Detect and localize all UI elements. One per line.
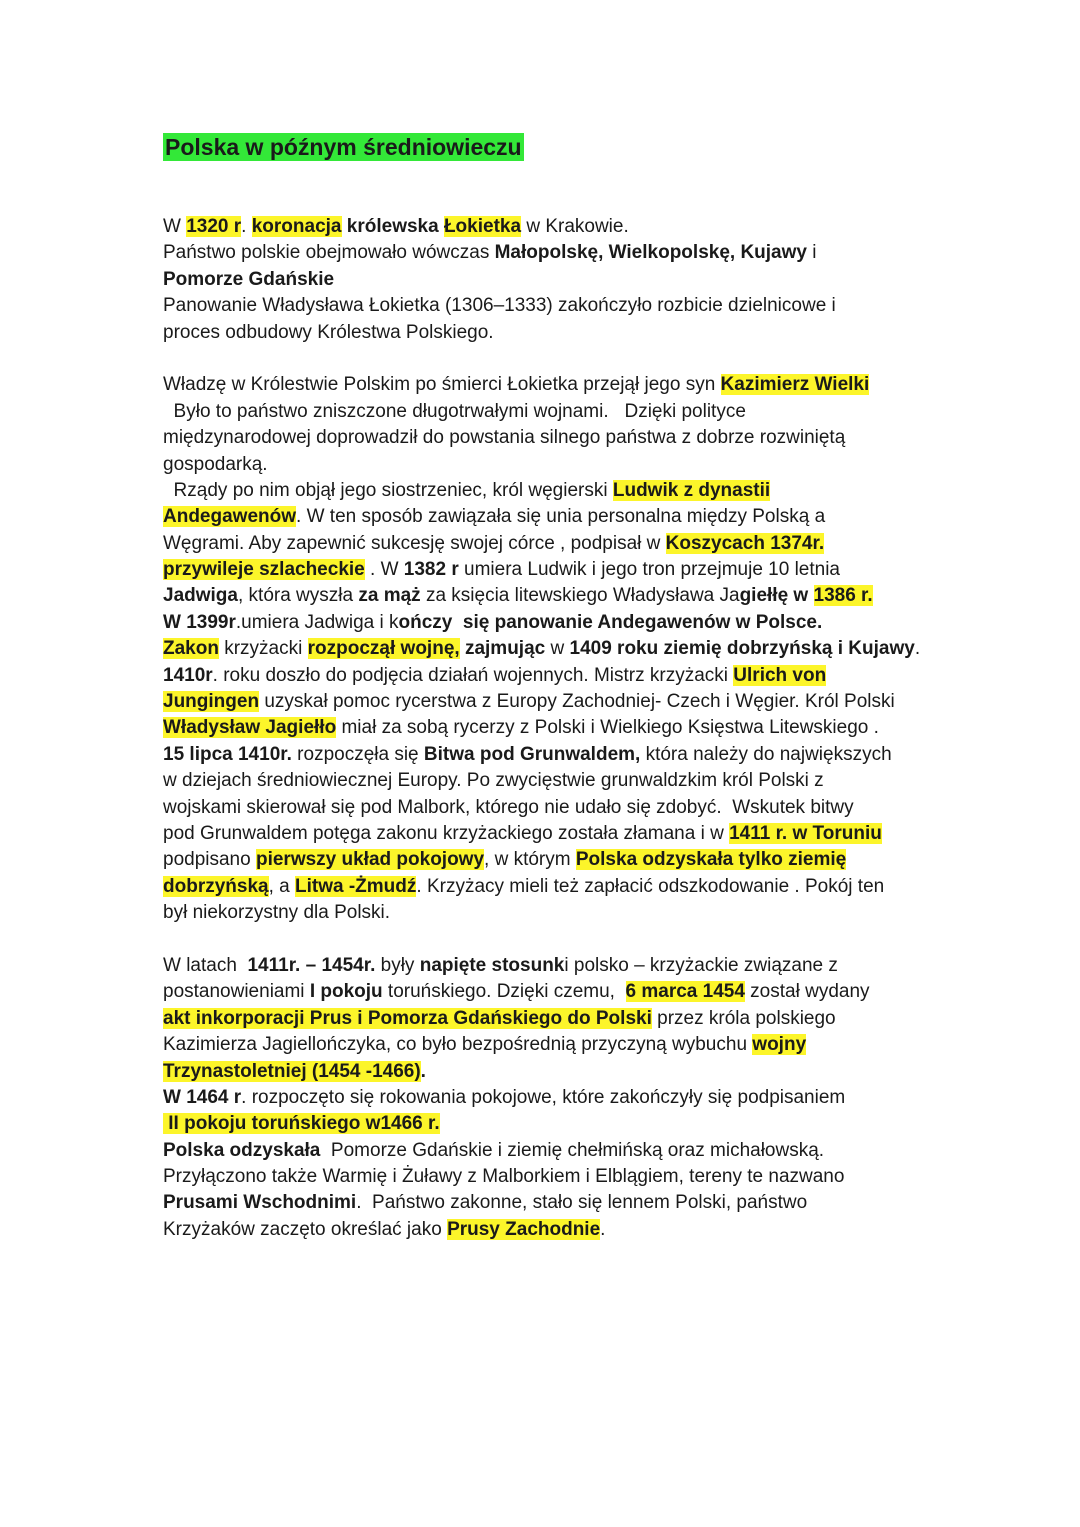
text-line [163,1138,933,1164]
text-run: gospodarką. [163,453,268,475]
highlight-name: Władysław Jagiełło [163,717,337,739]
bold-term: napięte stosunk [419,954,565,976]
text-run: uzyskał pomoc rycerstwa z Europy Zachodniej- Czech i Węgier. Król Polski [259,691,895,713]
text-line [163,1111,933,1137]
text-line [163,583,933,609]
text-line [163,821,933,847]
bold-term: się panowanie Andegawenów w Polsce. [452,611,823,633]
text-run: Państwo polskie obejmowało wówczas [163,242,495,264]
highlight-term: Zakon [163,638,219,660]
text-line [163,214,933,240]
text-line [163,900,933,926]
bold-term: Małopolskę, Wielkopolskę, Kujawy [494,242,807,264]
highlight-name: Ludwik [612,479,679,501]
text-run: i polsko – krzyżackie związane z [564,954,838,976]
highlight-place-date: 1411 r. w Toruniu [729,822,882,844]
text-run: rozpoczęła się [291,743,424,765]
highlight-term: Trzynastoletniej (1454 -1466) [163,1060,421,1082]
bold-term: za mąż [358,585,421,607]
text-line [163,1190,933,1216]
text-line [163,1006,933,1032]
text-run: Było to państwo zniszczone długotrwałymi wojnami. Dzięki polityce [163,400,746,422]
page-title [163,131,524,163]
text-run: W [163,216,187,237]
text-run: toruńskiego. Dzięki czemu, [382,981,626,1003]
text-run: Pomorze Gdańskie i ziemię chełmińską oraz michałowską. [320,1139,825,1161]
text-run: w Krakowie. [521,216,629,237]
text-run: przez króla polskiego [651,1007,836,1029]
text-line [163,293,933,319]
highlight-term: wojny [752,1034,807,1056]
text-run: . rozpoczęto się rokowania pokojowe, które zakończyły się podpisaniem [241,1086,846,1108]
text-line [163,1164,933,1190]
text-line [163,874,933,900]
text-run: .umiera Jadwiga i k [235,611,399,633]
bold-term: królewska [341,216,444,237]
text-line [163,1032,933,1058]
bold-term: Pomorze Gdańskie [163,268,335,290]
text-run: W latach [163,954,248,976]
bold-year: 1382 r [403,559,459,581]
paragraph-gap [163,927,933,953]
text-line [163,504,933,530]
bold-term: I pokoju [309,981,383,1003]
highlight-term: z dynastii [683,479,771,501]
text-run: podpisano [163,849,256,871]
bold-term: zajmując [464,638,546,660]
bold-year: 1410r [163,664,213,686]
text-line [163,320,933,346]
highlight-term: Polska odzyskała tylko ziemię [575,849,847,871]
text-line [163,953,933,979]
text-line [163,557,933,583]
highlight-term: pierwszy układ pokojowy [255,849,485,871]
text-run: został wydany [744,981,870,1003]
text-line [163,979,933,1005]
bold-date: 15 lipca 1410r. [163,743,292,765]
text-run: Węgrami. Aby zapewnić sukcesję swojej córce , podpisał w [163,532,666,554]
bold-year: 1411r. – 1454r. [247,954,376,976]
highlight-name: Jungingen [163,691,260,713]
bold-term: ończy [398,611,453,633]
text-run: pod Grunwaldem potęga zakonu krzyżackiego została złamana i w [163,822,730,844]
text-line [163,452,933,478]
bold-term: 1409 roku ziemię dobrzyńską i Kujawy [569,638,915,660]
text-line [163,847,933,873]
bold-year: W 1399r [163,611,236,633]
text-line [163,1217,933,1243]
text-run: , w którym [484,849,576,871]
text-run: proces odbudowy Królestwa Polskiego. [163,321,494,343]
highlight-name: Łokietka [443,216,522,237]
highlight-place-date: Koszycach 1374r. [665,532,825,554]
highlight-term: rozpoczął wojnę, [307,638,460,660]
text-run: w dziejach średniowiecznej Europy. Po zwycięstwie grunwaldzkim król Polski z [163,770,824,792]
text-run: , a [268,875,295,897]
text-line [163,425,933,451]
bold-name: giełłę w [739,585,814,607]
text-run: Przyłączono także Warmię i Żuławy z Malborkiem i Elblągiem, tereny te nazwano [163,1166,845,1188]
text-run: umiera Ludwik i jego tron przejmuje 10 letnia [458,559,841,581]
paragraph-gap [163,346,933,372]
text-run: Panowanie Władysława Łokietka (1306–1333) zakończyło rozbicie dzielnicowe i [163,295,836,317]
text-run: . W [364,559,404,581]
text-run: . roku doszło do podjęcia działań wojennych. Mistrz krzyżacki [212,664,734,686]
text-run: . [241,216,252,237]
title-highlight: Polska w późnym średniowieczu [165,134,522,160]
bold-name: Jadwiga [163,585,238,607]
text-line [163,267,933,293]
text-run: w [545,638,570,660]
text-run: Władzę w Królestwie Polskim po śmierci Łokietka przejął jego syn [163,374,721,396]
text-line [163,742,933,768]
text-run: był niekorzystny dla Polski. [163,902,391,924]
text-line [163,663,933,689]
text-line [163,240,933,266]
highlight-term: koronacja [251,216,342,237]
text-run: . Krzyżacy mieli też zapłacić odszkodowanie . Pokój ten [416,875,885,897]
bold-term: Polska odzyskała [163,1139,321,1161]
text-run: i [806,242,817,264]
highlight-term: Litwa -Żmudź [295,875,417,897]
text-run: . [914,638,921,660]
text-run: za księcia litewskiego Władysława Ja [420,585,740,607]
highlight-term: dobrzyńską [163,875,269,897]
bold-year: W 1464 r [163,1086,242,1108]
text-run: Kazimierza Jagiellończyka, co było bezpośrednią przyczyną wybuchu [163,1034,753,1056]
highlight-year: 1320 r [186,216,242,237]
document-body [163,214,933,1243]
text-run: krzyżacki [218,638,308,660]
text-line [163,399,933,425]
text-run: postanowieniami [163,981,310,1003]
text-line [163,689,933,715]
text-run: . [600,1218,606,1240]
text-run: międzynarodowej doprowadził do powstania silnego państwa z dobrze rozwiniętą [163,427,846,449]
text-line [163,715,933,741]
text-run: były [375,954,420,976]
text-run: , która wyszła [237,585,359,607]
bold-term: Prusami Wschodnimi [163,1192,357,1214]
text-line [163,478,933,504]
text-line [163,1059,933,1085]
highlight-name: Ulrich von [733,664,827,686]
text-line [163,372,933,398]
text-run: Krzyżaków zaczęto określać jako [163,1218,448,1240]
text-run: . [420,1060,426,1082]
text-run: Rządy po nim objął jego siostrzeniec, król węgierski [163,479,613,501]
highlight-term: akt inkorporacji Prus i Pomorza Gdańskiego do Polski [163,1007,652,1029]
highlight-year: 1386 r. [813,585,873,607]
text-line [163,1085,933,1111]
text-line [163,636,933,662]
text-run: wojskami skierował się pod Malbork, którego nie udało się zdobyć. Wskutek bitwy [163,796,854,818]
highlight-term: przywileje szlacheckie [163,559,365,581]
text-run [678,480,683,501]
text-run: która należy do największych [640,743,892,765]
bold-term: Bitwa pod Grunwaldem, [423,743,641,765]
text-run: . W ten sposób zawiązała się unia personalna między Polską a [296,506,826,528]
text-line [163,795,933,821]
text-line [163,531,933,557]
text-run: . Państwo zakonne, stało się lennem Polski, państwo [356,1192,808,1214]
text-run: miał za sobą rycerzy z Polski i Wielkiego Księstwa Litewskiego . [336,717,879,739]
highlight-term: Andegawenów [163,506,297,528]
highlight-name: Kazimierz Wielki [720,374,870,396]
text-line [163,610,933,636]
highlight-term: Prusy Zachodnie [447,1218,601,1240]
text-line [163,768,933,794]
highlight-date: 6 marca 1454 [625,981,745,1003]
highlight-term: II pokoju toruńskiego w1466 r. [163,1113,440,1135]
